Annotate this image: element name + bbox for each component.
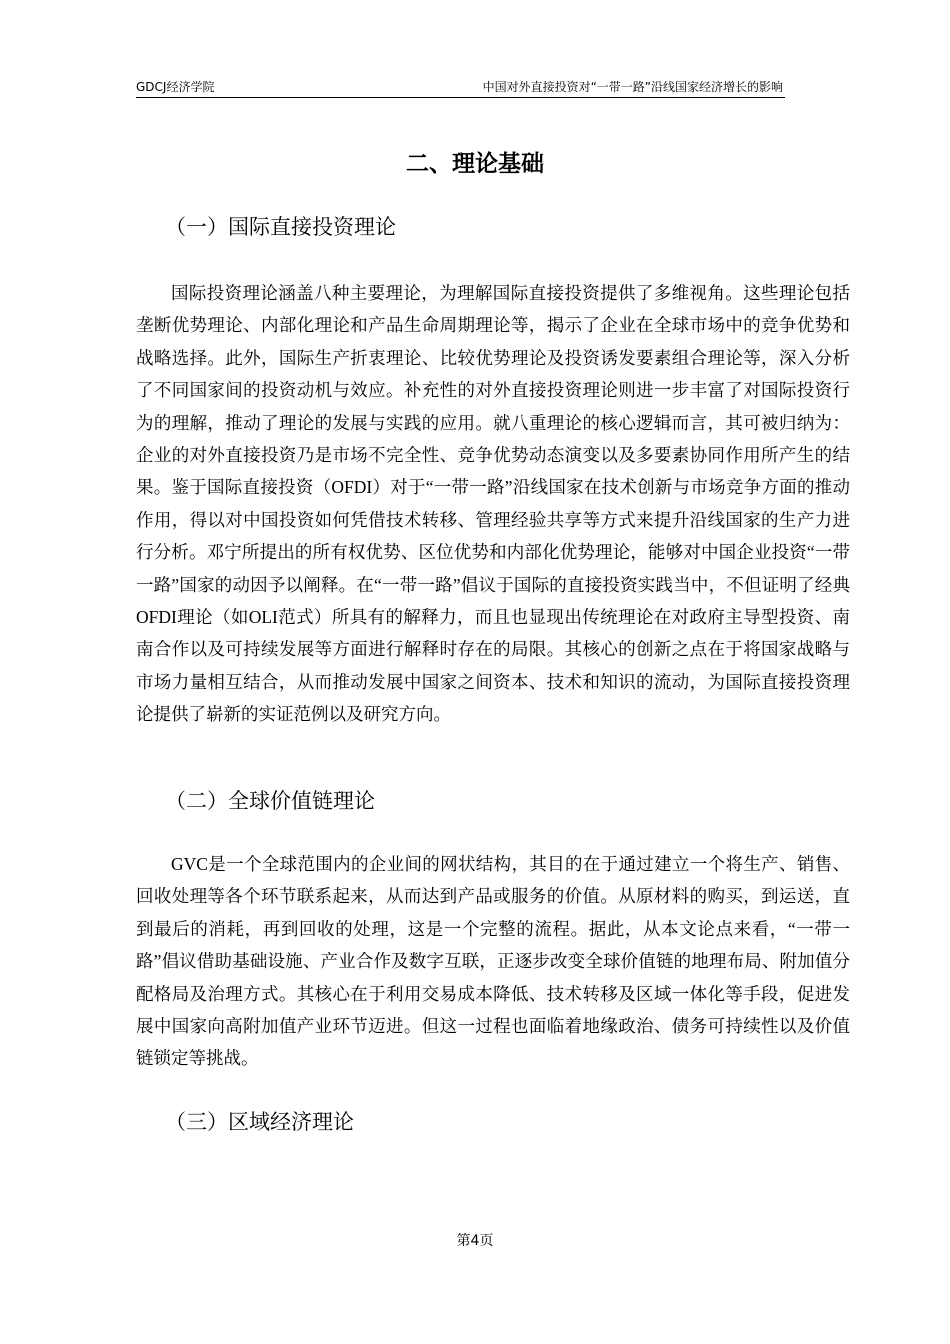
section-title-2: （二）全球价值链理论 bbox=[165, 789, 375, 813]
page-number: 第4页 bbox=[456, 1233, 494, 1249]
section-title-1: （一）国际直接投资理论 bbox=[165, 215, 396, 239]
section-1-paragraph: 国际投资理论涵盖八种主要理论，为理解国际直接投资提供了多维视角。这些理论包括垄断优势理论、内部化理论和产品生命周期理论等，揭示了企业在全球市场中的竞争优势和战略选择。此外，国际生产折衷理论、比较优势理论及投资诱发要素组合理论等，深入分析了不同国家间的投资动机与效应。补充性的对外直接投资理论则进一步丰富了对国际投资行为的理解，推动了理论的发展与实践的应用。就八重理论的核心逻辑而言，其可被归纳为：企业的对外直接投资乃是市场不完全性、竞争优势动态演变以及多要素协同作用所产生的结果。鉴于国际直接投资（OFDI）对于“一带一路”沿线国家在技术创新与市场竞争方面的推动作用，得以对中国投资如何凭借技术转移、管理经验共享等方式来提升沿线国家的生产力进行分析。邓宁所提出的所有权优势、区位优势和内部化优势理论，能够对中国企业投资“一带一路”国家的动因予以阐释。在“一带一路”倡议于国际的直接投资实践当中，不但证明了经典OFDI理论（如OLI范式）所具有的解释力，而且也显现出传统理论在对政府主导型投资、南南合作以及可持续发展等方面进行解释时存在的局限。其核心的创新之点在于将国家战略与市场力量相互结合，从而推动发展中国家之间资本、技术和知识的流动，为国际直接投资理论提供了崭新的实证范例以及研究方向。 bbox=[136, 283, 850, 725]
page-header bbox=[136, 80, 785, 98]
section-2-paragraph: GVC是一个全球范围内的企业间的网状结构，其目的在于通过建立一个将生产、销售、回收处理等各个环节联系起来，从而达到产品或服务的价值。从原材料的购买，到运送，直到最后的消耗，再到回收的处理，这是一个完整的流程。据此，从本文论点来看，“一带一路”倡议借助基础设施、产业合作及数字互联，正逐步改变全球价值链的地理布局、附加值分配格局及治理方式。其核心在于利用交易成本降低、技术转移及区域一体化等手段，促进发展中国家向高附加值产业环节迈进。但这一过程也面临着地缘政治、债务可持续性以及价值链锁定等挑战。 bbox=[136, 854, 850, 1069]
chapter-title: 二、理论基础 bbox=[406, 151, 544, 177]
header-institution: GDCJ经济学院 bbox=[136, 80, 215, 94]
header-thesis-title: 中国对外直接投资对“一带一路”沿线国家经济增长的影响 bbox=[482, 80, 783, 94]
section-title-3: （三）区域经济理论 bbox=[165, 1110, 354, 1134]
